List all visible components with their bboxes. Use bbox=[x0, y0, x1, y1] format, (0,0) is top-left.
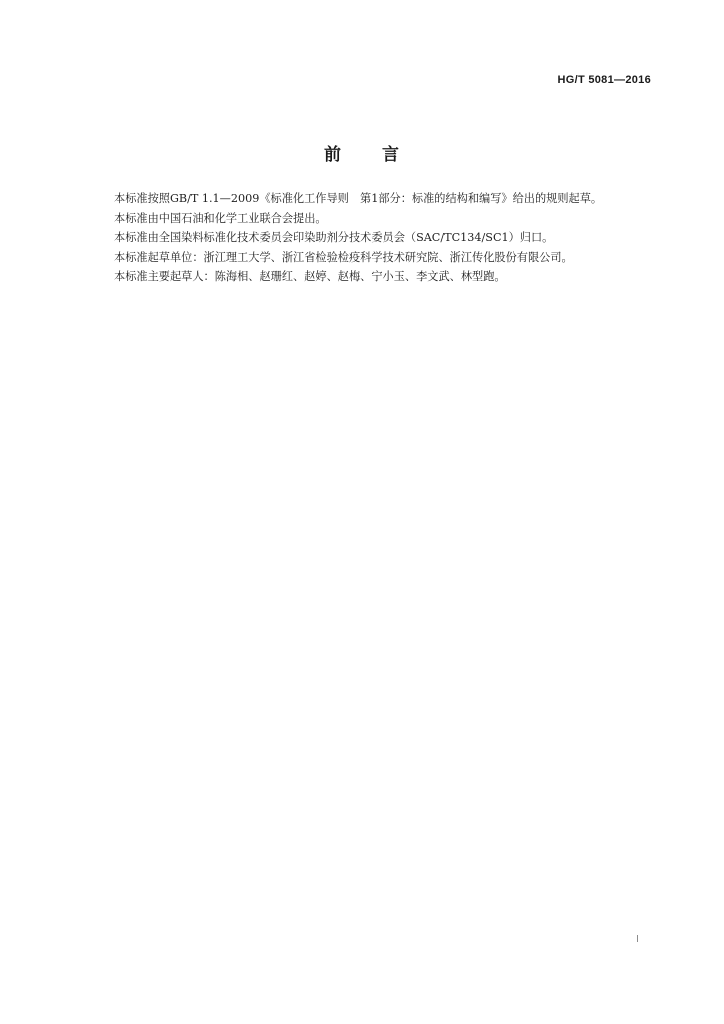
paragraph-drafting-units: 本标准起草单位：浙江理工大学、浙江省检验检疫科学技术研究院、浙江传化股份有限公司。 bbox=[114, 250, 573, 264]
standard-code: HG/T 5081—2016 bbox=[557, 74, 651, 86]
paragraph-drafters: 本标准主要起草人：陈海相、赵珊红、赵婷、赵梅、宁小玉、李文武、林型跑。 bbox=[114, 270, 506, 283]
paragraph-drafting-rules: 本标准按照GB/T 1.1—2009《标准化工作导则 第1部分：标准的结构和编写》给出的规则起草。 bbox=[114, 192, 603, 205]
title-char-2: 言 bbox=[382, 145, 400, 165]
paragraph-centralized-by: 本标准由全国染料标准化技术委员会印染助剂分技术委员会（SAC/TC134/SC1）归口。 bbox=[114, 231, 554, 244]
page-title bbox=[0, 140, 724, 165]
page-number: I bbox=[636, 934, 639, 945]
paragraph-proposed-by: 本标准由中国石油和化学工业联合会提出。 bbox=[114, 211, 327, 225]
title-char-1: 前 bbox=[324, 145, 342, 165]
foreword-body bbox=[92, 189, 654, 287]
